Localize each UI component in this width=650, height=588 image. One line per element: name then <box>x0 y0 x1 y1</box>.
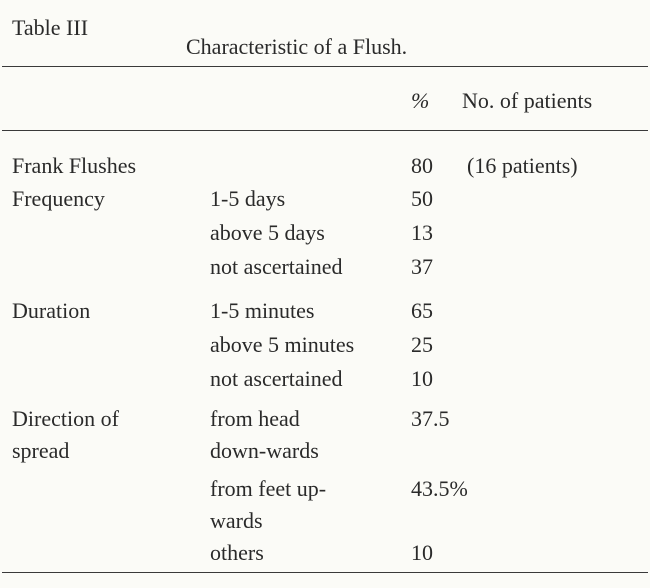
header-percent: % <box>411 88 430 113</box>
table-number: Table III <box>12 15 89 40</box>
row-label-direction-line-1: Direction of <box>12 406 119 431</box>
duration-sub-2: above 5 minutes <box>210 332 355 357</box>
top-rule <box>2 66 648 67</box>
spread-sub-1-line-1: from head <box>210 406 300 431</box>
frank-flushes-percent: 80 <box>411 153 433 178</box>
frequency-sub-1: 1-5 days <box>210 186 286 211</box>
frequency-value-2: 13 <box>411 220 433 245</box>
row-label-frequency: Frequency <box>12 186 105 211</box>
frequency-value-3: 37 <box>411 254 433 279</box>
frequency-sub-3: not ascertained <box>210 254 343 279</box>
table-title: Characteristic of a Flush. <box>186 34 408 59</box>
spread-value-1: 37.5 <box>411 406 450 431</box>
frequency-sub-2: above 5 days <box>210 220 325 245</box>
duration-value-1: 65 <box>411 298 433 323</box>
spread-sub-3: others <box>210 540 264 565</box>
duration-value-3: 10 <box>411 366 433 391</box>
duration-sub-3: not ascertained <box>210 366 343 391</box>
header-patients: No. of patients <box>462 88 593 113</box>
duration-sub-1: 1-5 minutes <box>210 298 315 323</box>
frank-flushes-patients: (16 patients) <box>467 153 578 178</box>
duration-value-2: 25 <box>411 332 433 357</box>
header-rule <box>2 130 648 131</box>
row-label-direction-line-2: spread <box>12 438 70 463</box>
spread-sub-2-line-1: from feet up- <box>210 476 327 501</box>
spread-sub-1-line-2: down-wards <box>210 438 319 463</box>
spread-value-2: 43.5% <box>411 476 468 501</box>
bottom-rule <box>2 572 648 573</box>
spread-value-3: 10 <box>411 540 433 565</box>
frequency-value-1: 50 <box>411 186 433 211</box>
spread-sub-2-line-2: wards <box>210 508 263 533</box>
row-label-duration: Duration <box>12 298 91 323</box>
row-label-frank-flushes: Frank Flushes <box>12 153 137 178</box>
